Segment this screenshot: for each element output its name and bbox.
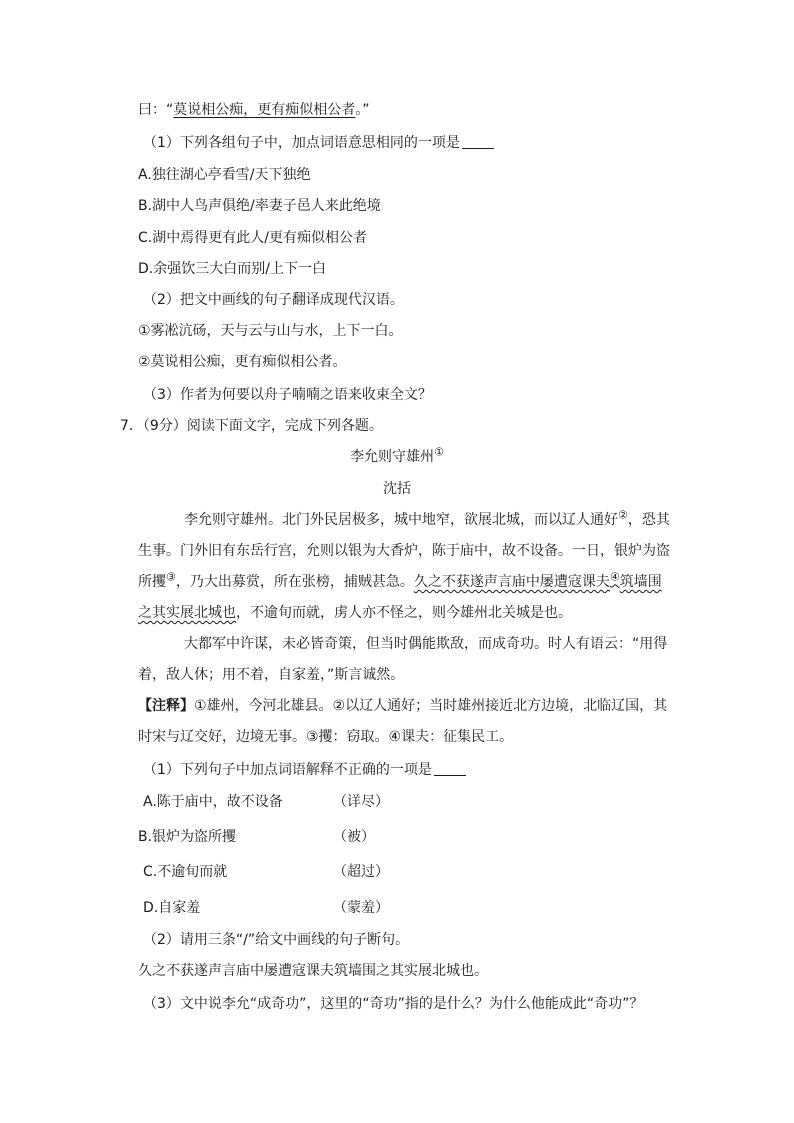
- q7-sub1-option-b: B.银炉为盗所攫 （被）: [138, 829, 375, 845]
- q6-sub1-option-d: D.余强饮三大白而别/上下一白: [138, 261, 326, 277]
- wavy-underlined-sentence: 筑墙围: [619, 574, 662, 590]
- q7-header: 7．（9分）阅读下面文字，完成下列各题。: [120, 418, 383, 434]
- q7-sub1-option-a: A.陈于庙中，故不设备 （详尽）: [143, 794, 389, 810]
- footnote-marker: ①: [434, 445, 444, 459]
- passage-title: 李允则守雄州①: [350, 445, 444, 465]
- p2-line-1: 大都军中许谋，未必皆奇策，但当时偶能欺敌，而成奇功。时人有语云：“用得: [184, 636, 668, 652]
- notes-label: 【注释】: [138, 698, 194, 714]
- p1-line-1: 李允则守雄州。北门外民居极多，城中地窄，欲展北城，而以辽人通好②，恐其: [184, 508, 670, 528]
- answer-blank[interactable]: [462, 134, 494, 149]
- q7-sub3: （3）文中说李允“成奇功”，这里的“奇功”指的是什么？为什么他能成此“奇功”？: [143, 996, 644, 1012]
- q7-sub2-text: 久之不获遂声言庙中屡遭寇课夫筑墙围之其实展北城也。: [138, 963, 488, 979]
- p1-line-4: 之其实展北城也，不逾旬而就，虏人亦不怪之，则今雄州北关城是也。: [138, 605, 572, 621]
- footnote-marker: ④: [609, 570, 620, 584]
- notes-line-2: 时宋与辽交好，边境无事。③攫：窃取。④课夫：征集民工。: [138, 729, 514, 745]
- q6-sub2-item-2: ②莫说相公痴，更有痴似相公者。: [138, 354, 347, 370]
- underlined-quote: 莫说相公痴，更有痴似相公者: [173, 102, 356, 118]
- q6-sub3: （3）作者为何要以舟子喃喃之语来收束全文？: [143, 387, 432, 403]
- notes-line-1: 【注释】①雄州，今河北雄县。②以辽人通好；当时雄州接近北方边境，北临辽国，其: [138, 698, 668, 714]
- q7-sub1-option-c: C.不逾旬而就 （超过）: [143, 864, 389, 880]
- passage-author: 沈括: [383, 481, 411, 497]
- footnote-marker: ③: [166, 570, 176, 584]
- q7-sub1-option-d: D.自家羞 （蒙羞）: [143, 900, 389, 916]
- p1-line-2: 生事。门外旧有东岳行宫，允则以银为大香炉，陈于庙中，故不设备。一日，银炉为盗: [138, 543, 670, 559]
- q6-sub2-item-1: ①雾凇沆砀，天与云与山与水，上下一白。: [138, 323, 403, 339]
- q6-sub1-option-c: C.湖中焉得更有此人/更有痴似相公者: [138, 230, 367, 246]
- quote-line: 曰：“莫说相公痴，更有痴似相公者。”: [138, 102, 370, 118]
- q6-sub1-option-a: A.独往湖心亭看雪/天下独绝: [138, 167, 311, 183]
- wavy-underlined-sentence: 久之不获遂声言庙中屡遭寇课夫: [413, 574, 610, 590]
- p2-line-2: 着，敌人休；用不着，自家羞，”斯言诚然。: [138, 667, 405, 683]
- q7-sub2: （2）请用三条“/”给文中画线的句子断句。: [143, 932, 410, 948]
- wavy-underlined-sentence: 之其实展北城也: [138, 605, 236, 621]
- answer-blank[interactable]: [434, 761, 466, 776]
- p1-line-3: 所攫③，乃大出募赏，所在张榜，捕贼甚急。久之不获遂声言庙中屡遭寇课夫④筑墙围: [138, 570, 662, 590]
- q7-sub1: （1）下列句子中加点词语解释不正确的一项是: [143, 760, 466, 780]
- footnote-marker: ②: [618, 508, 628, 522]
- q6-sub1-option-b: B.湖中人鸟声俱绝/率妻子邑人来此绝境: [138, 198, 381, 214]
- q6-sub2: （2）把文中画线的句子翻译成现代汉语。: [143, 292, 404, 308]
- q6-sub1: （1）下列各组句子中，加点词语意思相同的一项是: [143, 133, 494, 153]
